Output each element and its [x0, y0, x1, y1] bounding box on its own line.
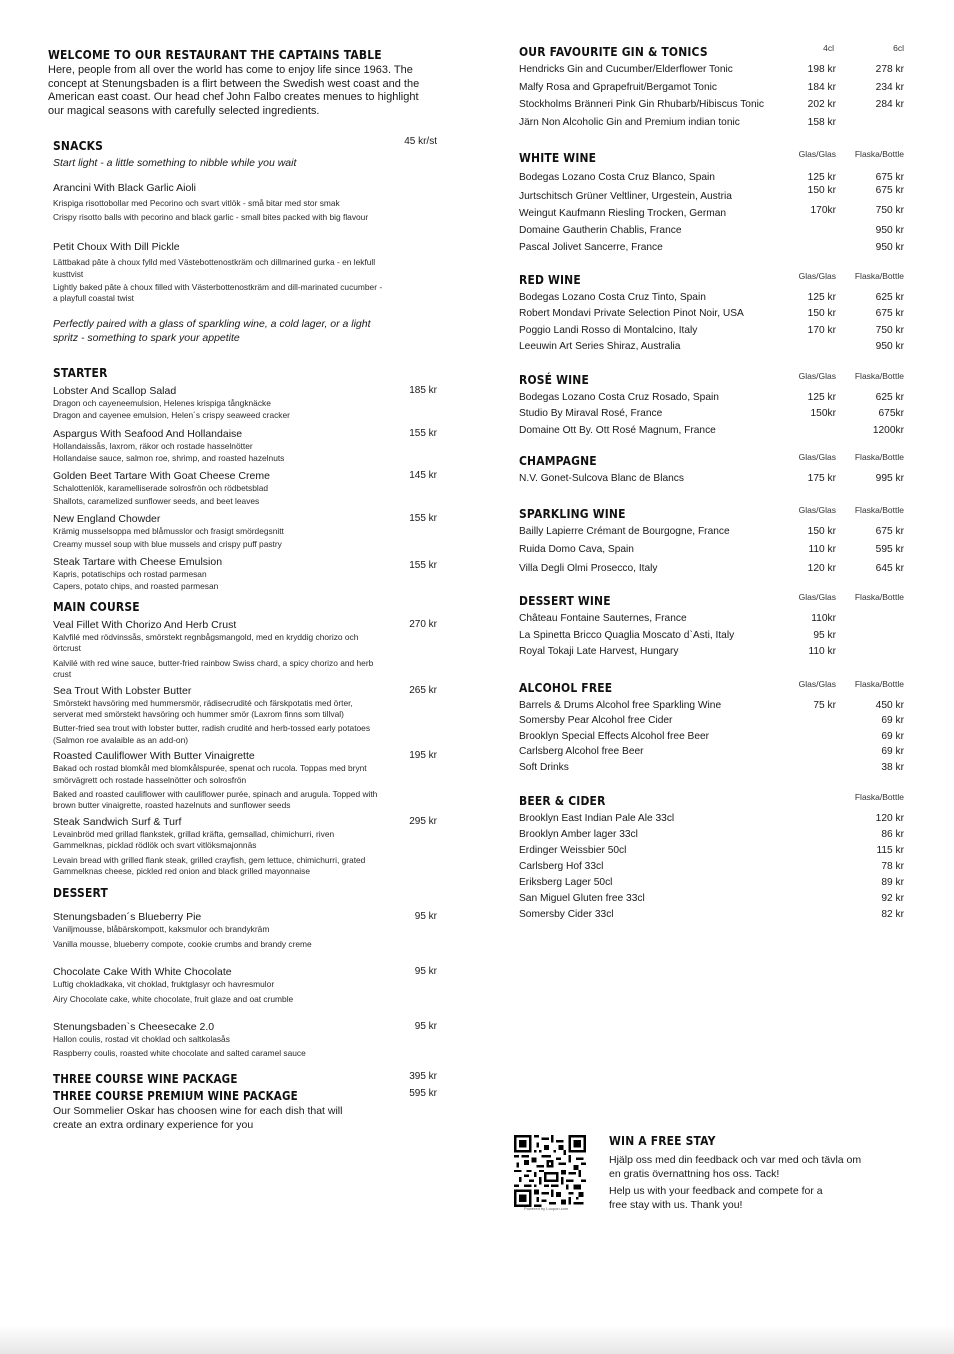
item-name: Chocolate Cake With White Chocolate: [53, 966, 232, 979]
package-price: 595 kr: [409, 1087, 437, 1099]
drink-price: 82 kr: [881, 909, 904, 921]
menu-item: [53, 513, 443, 550]
drink-name: Erdinger Weissbier 50cl: [519, 845, 627, 857]
item-description-sv: Luftig chokladkaka, vit choklad, fruktglasyr och havresmulor: [53, 979, 275, 990]
drink-name: Bodegas Lozano Costa Cruz Tinto, Spain: [519, 291, 706, 303]
menu-item: [53, 619, 443, 681]
drink-section-title: WHITE WINE: [519, 150, 597, 165]
item-description-sv: Krispiga risottobollar med Pecorino och svart vitlök - små bitar med stor smak: [53, 198, 340, 209]
item-description-sv: Krämig musselsoppa med blåmusslor och frasigt smördegsnitt: [53, 526, 284, 537]
drink-name: Hendricks Gin and Cucumber/Elderflower Tonic: [519, 64, 733, 75]
package-price: 395 kr: [409, 1070, 437, 1082]
item-name: Veal Fillet With Chorizo And Herb Crust: [53, 618, 237, 631]
drink-section-title: ROSÉ WINE: [519, 371, 589, 387]
column-header: Flaska/Bottle: [854, 504, 904, 515]
drink-price: 950 kr: [875, 341, 904, 352]
drink-price: 675 kr: [875, 172, 904, 183]
drink-row: [519, 423, 904, 440]
package-row: [53, 1087, 443, 1104]
drink-price: 75 kr: [813, 699, 836, 711]
item-price: 155 kr: [409, 560, 437, 572]
column-header: Flaska/Bottle: [854, 592, 904, 602]
package-name: THREE COURSE PREMIUM WINE PACKAGE: [53, 1088, 298, 1103]
drink-section: [519, 589, 904, 661]
item-description-en: Baked and roasted cauliflower with cauliflower purée, spinach and arugula. Topped with brown butter vinaigrette, roasted hazelnuts and sunflower seeds: [53, 788, 378, 811]
drink-name: Carlsberg Hof 33cl: [519, 861, 604, 873]
drink-price: 69 kr: [881, 746, 904, 758]
column-header: Glas/Glas: [798, 592, 836, 602]
drink-price: 1200kr: [872, 424, 904, 436]
menu-item: [53, 428, 443, 465]
drink-name: Bailly Lapierre Crémant de Bourgogne, France: [519, 525, 730, 537]
column-header: Flaska/Bottle: [854, 270, 904, 281]
drink-price: 78 kr: [881, 861, 904, 873]
menu-item: [53, 685, 443, 747]
drink-name: Barrels & Drums Alcohol free Sparkling Wine: [519, 699, 722, 711]
item-name: New England Chowder: [53, 513, 161, 526]
drink-row: [519, 390, 904, 407]
drink-name: La Spinetta Bricco Quaglia Moscato d`Asti, Italy: [519, 629, 735, 641]
item-description-en: Capers, potato chips, and roasted parmesan: [53, 581, 219, 592]
drink-price: 150kr: [810, 408, 836, 419]
item-price: 155 kr: [409, 513, 437, 525]
drink-price: 184 kr: [807, 81, 836, 93]
snacks-section: [53, 136, 443, 344]
drink-price: 675 kr: [875, 184, 904, 196]
drink-row: [519, 875, 904, 891]
drink-price: 92 kr: [881, 893, 904, 905]
drink-section-title: ALCOHOL FREE: [519, 679, 613, 695]
drink-row: [519, 843, 904, 859]
menu-item: [53, 816, 443, 878]
item-name: Aspargus With Seafood And Hollandaise: [53, 427, 243, 440]
drink-name: Soft Drinks: [519, 761, 569, 773]
item-description-en: Shallots, caramelized sunflower seeds, and beet leaves: [53, 495, 260, 506]
drink-price: 110 kr: [808, 544, 836, 555]
item-description-en: Butter-fried sea trout with lobster butter, radish crudité and herb-tossed early potatoes (Salmon roe avalaible as an add-on): [53, 723, 371, 745]
drink-row: [519, 306, 904, 323]
item-name: Golden Beet Tartare With Goat Cheese Creme: [53, 470, 270, 483]
drink-price: 284 kr: [875, 99, 904, 110]
drink-row: [519, 339, 904, 356]
snacks-outro: Perfectly paired with a glass of sparkling wine, a cold lager, or a light spritz - something to spark your appetite: [53, 317, 371, 344]
drink-name: Villa Degli Olmi Prosecco, Italy: [519, 562, 658, 574]
item-description-en: Creamy mussel soup with blue mussels and crispy puff pastry: [53, 538, 282, 549]
dessert-title: DESSERT: [53, 885, 108, 901]
drink-price: 69 kr: [881, 715, 904, 727]
drink-row: [519, 907, 904, 923]
column-header: Glas/Glas: [798, 504, 836, 515]
item-price: 185 kr: [409, 384, 437, 396]
drink-price: 675kr: [878, 408, 904, 419]
item-description-en: Lightly baked pâte à choux filled with Västerbottenostkräm and dill-marinated cucumber - a playfull coastal twist: [53, 282, 383, 304]
drink-section-title: RED WINE: [519, 271, 581, 287]
drink-name: Somersby Pear Alcohol free Cider: [519, 715, 673, 727]
item-description-en: Levain bread with grilled flank steak, grilled crayfish, gem lettuce, chimichurri, grated Gammelknas cheese, pickled red onion and black grilled mayonnaise: [53, 854, 366, 876]
item-name: Steak Sandwich Surf & Turf: [53, 815, 182, 828]
item-description-en: Crispy risotto balls with pecorino and black garlic - small bites packed with big flavour: [53, 211, 369, 222]
item-price: 95 kr: [414, 966, 437, 978]
column-header: Glas/Glas: [798, 370, 836, 381]
item-name: Lobster And Scallop Salad: [53, 384, 177, 397]
item-description-en: Vanilla mousse, blueberry compote, cookie crumbs and brandy creme: [53, 938, 312, 949]
item-description-sv: Bakad och rostad blomkål med blomkålspurée, spenat och rucola. Toppas med brynt smörvägrett och rostade hasselnötter och solrosfrön: [53, 763, 367, 785]
drink-row: [519, 203, 904, 221]
drink-price: 450 kr: [875, 699, 904, 711]
drink-row: [519, 811, 904, 827]
drink-price: 125 kr: [807, 391, 836, 403]
drink-price: 170kr: [810, 205, 836, 216]
drink-section: [519, 368, 904, 440]
drink-row: [519, 827, 904, 843]
drink-price: 150 kr: [807, 308, 836, 319]
drink-row: [519, 628, 904, 645]
feedback-text-sv: Hjälp oss med din feedback och var med och tävla om en gratis övernattning hos oss. Tack!: [609, 1154, 862, 1180]
drink-price: 950 kr: [875, 242, 904, 253]
feedback-title: WIN A FREE STAY: [609, 1133, 716, 1148]
drink-price: 995 kr: [875, 473, 904, 484]
menu-item: [53, 750, 443, 812]
drink-row: [519, 115, 904, 133]
column-header: Glas/Glas: [798, 149, 836, 159]
drink-name: Brooklyn Special Effects Alcohol free Beer: [519, 730, 710, 742]
drink-name: Royal Tokaji Late Harvest, Hungary: [519, 646, 679, 657]
column-header: Flaska/Bottle: [854, 452, 904, 462]
drink-row: [519, 644, 904, 661]
drink-price: 595 kr: [875, 544, 904, 555]
drink-name: Poggio Landi Rosso di Montalcino, Italy: [519, 324, 698, 336]
drink-price: 125 kr: [807, 291, 836, 303]
item-name: Roasted Cauliflower With Butter Vinaigrette: [53, 750, 255, 763]
menu-item: [53, 241, 443, 305]
drink-name: Studio By Miraval Rosé, France: [519, 408, 663, 419]
drink-section-title: BEER & CIDER: [519, 793, 606, 809]
drink-row: [519, 698, 904, 714]
drink-name: Brooklyn East Indian Pale Ale 33cl: [519, 813, 675, 825]
item-description-sv: Lättbakad pâte à choux fylld med Västebottenostkräm och dillmarined gurka - en lekfull kusttvist: [53, 257, 376, 279]
welcome-title: WELCOME TO OUR RESTAURANT THE CAPTAINS TABLE: [48, 47, 382, 62]
main-course-title: MAIN COURSE: [53, 598, 140, 614]
drink-price: 234 kr: [875, 81, 904, 93]
drink-section: [519, 268, 904, 356]
drink-row: [519, 891, 904, 907]
drink-row: [519, 184, 904, 204]
snacks-title: SNACKS: [53, 138, 104, 154]
drink-price: 69 kr: [881, 730, 904, 742]
drink-name: San Miguel Gluten free 33cl: [519, 893, 645, 905]
column-header: Flaska/Bottle: [854, 678, 904, 689]
drink-name: Carlsberg Alcohol free Beer: [519, 746, 644, 758]
drinks-column: [519, 40, 904, 923]
item-description-sv: Schalottenlök, karamelliserade solrosfrön och rödbetsblad: [53, 483, 269, 494]
drink-name: Domaine Gautherin Chablis, France: [519, 224, 682, 236]
menu-item: [53, 470, 443, 507]
drink-price: 625 kr: [875, 391, 904, 403]
package-row: [53, 1070, 443, 1087]
drink-section: [519, 789, 904, 923]
drink-price: 625 kr: [875, 291, 904, 303]
drink-row: [519, 561, 904, 580]
starter-title: STARTER: [53, 364, 108, 380]
menu-item: [53, 385, 443, 422]
package-name: THREE COURSE WINE PACKAGE: [53, 1071, 238, 1086]
drink-price: 95 kr: [813, 629, 836, 641]
drink-name: Järn Non Alcoholic Gin and Premium indian tonic: [519, 116, 740, 128]
wine-packages: [53, 1070, 443, 1132]
menu-item: [53, 556, 443, 593]
qr-code-icon[interactable]: [514, 1135, 586, 1209]
drink-row: [519, 760, 904, 776]
welcome-text: Here, people from all over the world has come to enjoy life since 1963. The concept at Stenungsbaden is a flirt between the Swedish west coast and the American east coast. Our head chef John Falbo creates menues to highlight our magical seasons with carefully selected ingredients.: [48, 64, 420, 117]
drink-price: 115 kr: [876, 845, 904, 857]
column-header: Glas/Glas: [798, 270, 836, 281]
menu-item: [53, 1021, 443, 1060]
column-header: 6cl: [893, 43, 904, 53]
drink-row: [519, 611, 904, 628]
column-header: Flaska/Bottle: [854, 370, 904, 381]
drink-price: 110kr: [811, 613, 836, 624]
item-price: 95 kr: [414, 1021, 437, 1032]
drink-row: [519, 323, 904, 340]
snacks-intro: Start light - a little something to nibble while you wait: [53, 157, 297, 170]
qr-caption: Powered by Loopon.com: [524, 1206, 569, 1211]
drink-row: [519, 238, 904, 256]
item-description-en: Dragon and cayenee emulsion, Helen´s crispy seaweed cracker: [53, 410, 290, 421]
item-name: Sea Trout With Lobster Butter: [53, 684, 192, 697]
drink-section: [519, 676, 904, 776]
drink-price: 750 kr: [875, 324, 904, 336]
item-price: 95 kr: [414, 911, 437, 923]
drink-section-title: DESSERT WINE: [519, 593, 611, 608]
column-header: Glas/Glas: [798, 678, 836, 689]
drink-row: [519, 406, 904, 423]
item-price: 145 kr: [409, 470, 437, 482]
drink-price: 150 kr: [807, 184, 836, 196]
drink-price: 175 kr: [807, 473, 836, 484]
item-description-sv: Kapris, potatischips och rostad parmesan: [53, 569, 207, 580]
drink-name: N.V. Gonet-Sulcova Blanc de Blancs: [519, 473, 684, 484]
item-name: Steak Tartare with Cheese Emulsion: [53, 556, 223, 569]
drink-price: 278 kr: [875, 64, 904, 75]
drink-section: [519, 449, 904, 488]
feedback-block: [609, 1133, 869, 1216]
menu-item: [53, 966, 443, 1005]
drink-section: [519, 502, 904, 580]
drink-section: [519, 146, 904, 256]
dessert-section: [53, 883, 443, 1059]
item-description-sv: Vaniljmousse, blåbärskompott, kaksmulor och brandykräm: [53, 924, 270, 935]
drink-name: Malfy Rosa and Gprapefruit/Bergamot Tonic: [519, 81, 717, 93]
drink-price: 202 kr: [807, 99, 836, 110]
item-description-sv: Levainbröd med grillad flankstek, grillad kräfta, gemsallad, chimichurri, riven Gammelknas, picklad rödlök och svart vitlöksmajonnäs: [53, 828, 335, 851]
item-description-en: Airy Chocolate cake, white chocolate, fruit glaze and oat crumble: [53, 993, 294, 1004]
drink-price: 150 kr: [807, 525, 836, 537]
drink-row: [519, 80, 904, 98]
drink-price: 675 kr: [875, 525, 904, 537]
item-description-sv: Kalvfilé med rödvinssås, smörstekt regnbågsmangold, med en kryddig chorizo och örtcrust: [53, 631, 359, 654]
main-course-section: [53, 597, 443, 878]
drink-name: Weingut Kaufmann Riesling Trocken, German: [519, 208, 727, 219]
drink-section-title: OUR FAVOURITE GIN & TONICS: [519, 44, 708, 59]
drink-row: [519, 221, 904, 239]
drink-name: Bodegas Lozano Costa Cruz Blanco, Spain: [519, 172, 715, 183]
drink-row: [519, 729, 904, 745]
drink-row: [519, 744, 904, 760]
drink-row: [519, 62, 904, 80]
item-name: Stenungsbaden´s Blueberry Pie: [53, 911, 202, 924]
menu-item: [53, 182, 443, 223]
drink-price: 950 kr: [875, 224, 904, 236]
package-note: Our Sommelier Oskar has choosen wine for each dish that will create an extra ordinary experience for you: [53, 1104, 343, 1131]
drink-name: Bodegas Lozano Costa Cruz Rosado, Spain: [519, 391, 719, 403]
page-bottom-edge: [0, 1325, 954, 1354]
item-price: 195 kr: [409, 750, 437, 762]
column-header: 4cl: [823, 43, 834, 53]
drink-row: [519, 859, 904, 875]
drink-price: 675 kr: [875, 308, 904, 319]
item-price: 155 kr: [409, 427, 437, 439]
drink-section-title: CHAMPAGNE: [519, 453, 597, 468]
item-price: 270 kr: [409, 618, 437, 630]
feedback-text-en: Help us with your feedback and compete for a free stay with us. Thank you!: [609, 1185, 823, 1211]
drink-price: 645 kr: [875, 562, 904, 574]
menu-item: [53, 911, 443, 950]
snacks-price: 45 kr/st: [404, 136, 437, 148]
drink-price: 120 kr: [807, 562, 836, 574]
column-header: Flaska/Bottle: [854, 792, 904, 803]
drink-name: Brooklyn Amber lager 33cl: [519, 829, 638, 841]
drink-price: 120 kr: [875, 813, 904, 825]
item-name: Stenungsbaden`s Cheesecake 2.0: [53, 1021, 215, 1033]
drink-price: 89 kr: [881, 877, 904, 889]
drink-name: Somersby Cider 33cl: [519, 909, 614, 921]
drink-row: [519, 471, 904, 488]
item-description-sv: Hollandaissås, laxrom, räkor och rostade hasselnötter: [53, 440, 253, 451]
drink-name: Stockholms Bränneri Pink Gin Rhubarb/Hibiscus Tonic: [519, 99, 764, 110]
drink-name: Jurtschitsch Grüner Veltliner, Urgestein, Austria: [519, 190, 732, 202]
drink-row: [519, 713, 904, 729]
drink-name: Château Fontaine Sauternes, France: [519, 613, 687, 624]
drink-name: Pascal Jolivet Sancerre, France: [519, 242, 663, 253]
drink-price: 110 kr: [808, 646, 836, 657]
drink-section: [519, 40, 904, 132]
drink-name: Eriksberg Lager 50cl: [519, 877, 613, 889]
drink-row: [519, 97, 904, 115]
item-name: Petit Choux With Dill Pickle: [53, 241, 180, 254]
drink-row: [519, 170, 904, 187]
drink-name: Robert Mondavi Private Selection Pinot Noir, USA: [519, 308, 744, 319]
item-description-en: Kalvilé with red wine sauce, butter-fried rainbow Swiss chard, a spicy chorizo and herb crust: [53, 657, 374, 680]
drink-price: 198 kr: [807, 64, 836, 75]
column-header: Flaska/Bottle: [854, 149, 904, 159]
item-name: Arancini With Black Garlic Aioli: [53, 182, 196, 195]
drink-row: [519, 290, 904, 307]
drink-price: 170 kr: [807, 324, 836, 336]
food-column: [48, 47, 443, 1132]
drink-section-title: SPARKLING WINE: [519, 505, 626, 521]
column-header: Glas/Glas: [798, 452, 836, 462]
drink-name: Ruida Domo Cava, Spain: [519, 544, 634, 555]
item-description-sv: Dragon och cayeneemulsion, Helenes krispiga tångknäcke: [53, 397, 271, 408]
item-description-en: Raspberry coulis, roasted white chocolate and salted caramel sauce: [53, 1048, 306, 1059]
drink-name: Domaine Ott By. Ott Rosé Magnum, France: [519, 424, 716, 436]
item-price: 265 kr: [409, 684, 437, 696]
starter-section: [53, 363, 443, 593]
drink-row: [519, 524, 904, 543]
drink-row: [519, 542, 904, 561]
drink-name: Leeuwin Art Series Shiraz, Australia: [519, 341, 681, 352]
item-description-sv: Hallon coulis, rostad vit choklad och saltkolasås: [53, 1034, 230, 1044]
drink-price: 86 kr: [881, 829, 904, 841]
item-price: 295 kr: [409, 815, 437, 827]
item-description-en: Hollandaise sauce, salmon roe, shrimp, and roasted hazelnuts: [53, 453, 285, 464]
item-description-sv: Smörstekt havsöring med hummersmör, rädisecrudité och färskpotatis med örter, serverat med smörstekt havsöring och hummer smör (Laxrom finns som tillval): [53, 697, 353, 719]
drink-price: 125 kr: [807, 172, 836, 183]
drink-price: 38 kr: [881, 761, 904, 773]
drink-price: 158 kr: [807, 116, 836, 128]
drink-price: 750 kr: [875, 205, 904, 216]
